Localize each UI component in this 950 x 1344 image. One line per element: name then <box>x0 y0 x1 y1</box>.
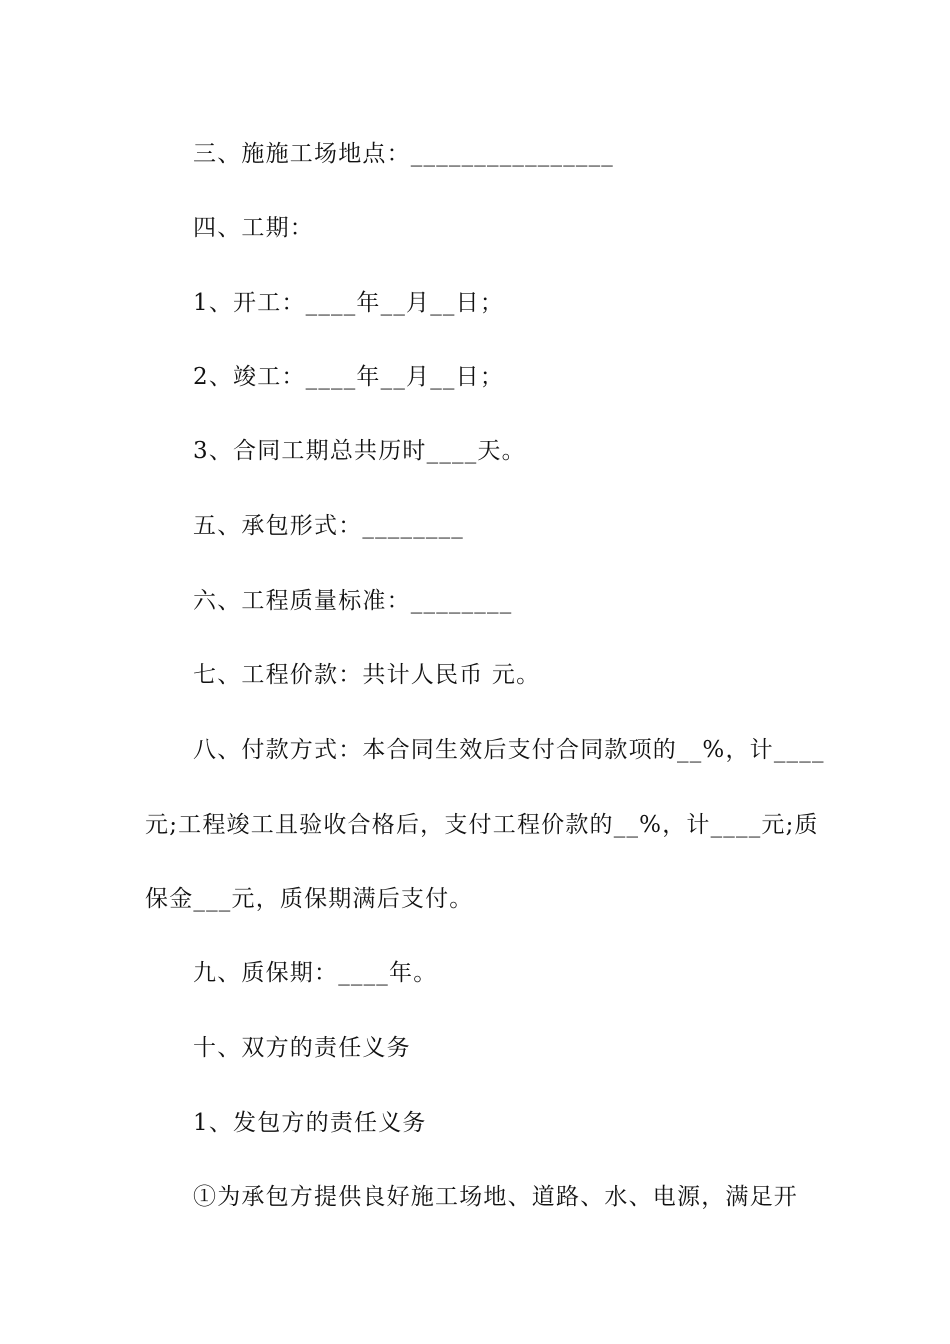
payment-terms-continued-2: 保金___元，质保期满后支付。 <box>145 886 474 912</box>
employer-obligation-item-1: ①为承包方提供良好施工场地、道路、水、电源，满足开 <box>193 1184 798 1210</box>
section-4-schedule-heading: 四、工期： <box>193 215 314 241</box>
section-9-warranty-period: 九、质保期：____年。 <box>193 960 438 986</box>
payment-terms-continued-1: 元;工程竣工且验收合格后，支付工程价款的__%，计____元;质 <box>145 812 819 838</box>
start-date-line: 1、开工：____年__月__日； <box>193 290 505 316</box>
completion-date-line: 2、竣工：____年__月__日； <box>193 364 505 390</box>
section-6-quality-standard: 六、工程质量标准：________ <box>193 588 513 614</box>
section-8-payment-terms: 八、付款方式：本合同生效后支付合同款项的__%，计____ <box>193 737 825 763</box>
total-duration-line: 3、合同工期总共历时____天。 <box>193 438 526 464</box>
section-3-site-location: 三、施施工场地点：________________ <box>193 141 614 167</box>
employer-obligations-heading: 1、发包方的责任义务 <box>193 1110 427 1136</box>
section-7-contract-price: 七、工程价款：共计人民币 元。 <box>193 662 541 688</box>
section-5-contract-form: 五、承包形式：________ <box>193 513 464 539</box>
section-10-obligations-heading: 十、双方的责任义务 <box>193 1035 411 1061</box>
